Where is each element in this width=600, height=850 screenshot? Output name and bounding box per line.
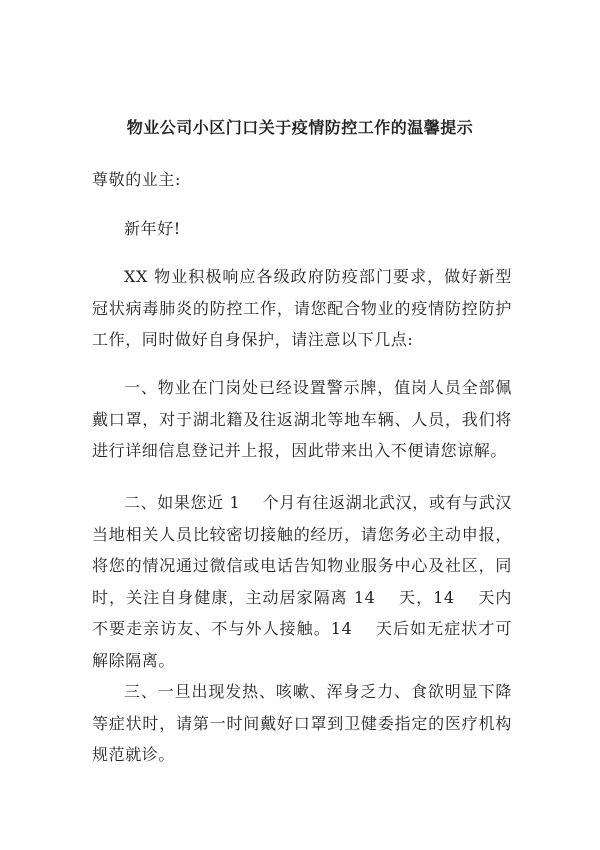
paragraph-item-1: 一、物业在门岗处已经设置警示牌，值岗人员全部佩戴口罩，对于湖北籍及往返湖北等地车辆、人员，我们将进行详细信息登记并上报，因此带来出入不便请您谅解。 (92, 378, 512, 460)
paragraph-item-3: 三、一旦出现发热、咳嗽、浑身乏力、食欲明显下降等症状时，请第一时间戴好口罩到卫健委指定的医疗机构规范就诊。 (92, 682, 512, 764)
paragraph-item-2: 二、如果您近 1 个月有往返湖北武汉，或有与武汉当地相关人员比较密切接触的经历，请您务必主动申报，将您的情况通过微信或电话告知物业服务中心及社区，同时，关注自身健康，主动居家隔离 14 天，14 天内不要走亲访友、不与外人接触。14 天后如无症状才可解除隔离。 (92, 493, 512, 670)
paragraph-intro: XX 物业积极响应各级政府防疫部门要求，做好新型冠状病毒肺炎的防控工作，请您配合物业的疫情防控防护工作，同时做好自身保护，请注意以下几点: (92, 267, 512, 349)
document-title: 物业公司小区门口关于疫情防控工作的温馨提示 (126, 118, 474, 137)
salutation: 尊敬的业主: (92, 170, 181, 189)
greeting: 新年好! (124, 219, 181, 238)
